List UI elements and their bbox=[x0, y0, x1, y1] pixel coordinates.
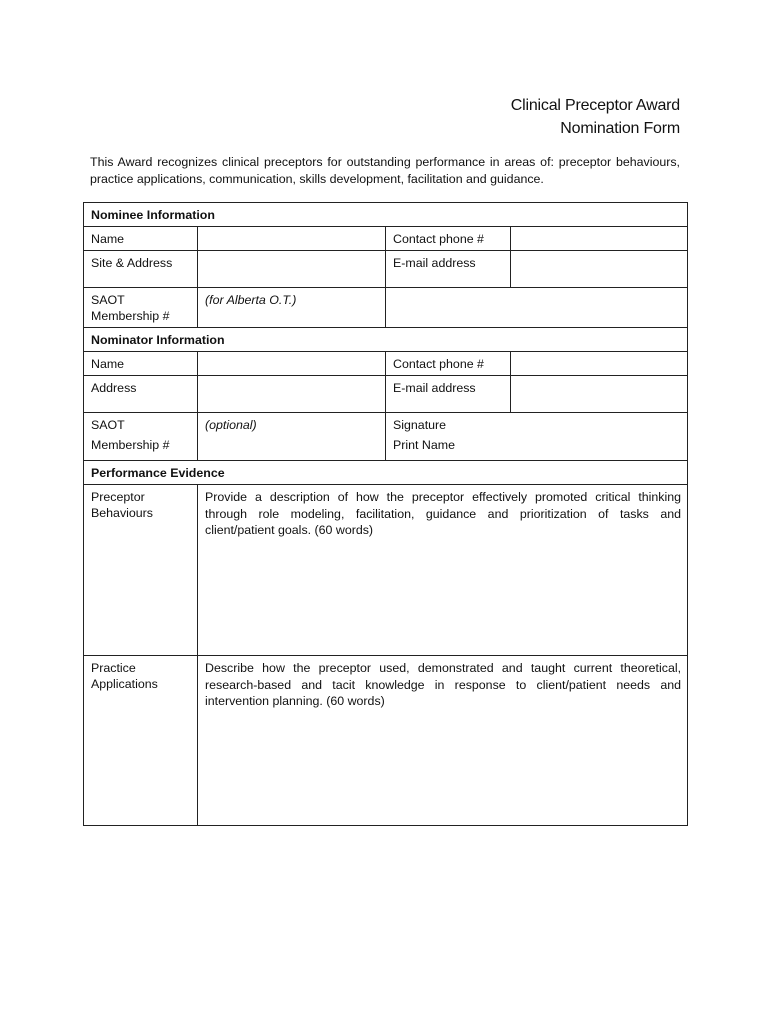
nominator-saot-label-line1: SAOT bbox=[91, 418, 125, 432]
evidence-section-heading: Performance Evidence bbox=[84, 461, 688, 485]
nominator-section-heading: Nominator Information bbox=[84, 328, 688, 352]
nominator-phone-field[interactable] bbox=[511, 352, 688, 376]
nominator-email-field[interactable] bbox=[511, 376, 688, 413]
nominator-address-label: Address bbox=[84, 376, 198, 413]
applications-response-area[interactable] bbox=[198, 656, 688, 826]
nominee-phone-field[interactable] bbox=[511, 227, 688, 251]
nominee-name-field[interactable] bbox=[198, 227, 386, 251]
nominee-saot-blank bbox=[386, 288, 688, 328]
print-name-label: Print Name bbox=[393, 438, 455, 452]
nominator-name-label: Name bbox=[84, 352, 198, 376]
applications-label-line2: Applications bbox=[91, 677, 158, 691]
title-line-2: Nomination Form bbox=[560, 120, 680, 137]
nominee-email-label: E-mail address bbox=[386, 251, 511, 288]
form-title bbox=[511, 94, 680, 140]
applications-label bbox=[84, 656, 198, 826]
nomination-table bbox=[83, 202, 688, 826]
behaviours-label-line2: Behaviours bbox=[91, 506, 153, 520]
nominator-name-field[interactable] bbox=[198, 352, 386, 376]
nominee-phone-label: Contact phone # bbox=[386, 227, 511, 251]
nominee-name-label: Name bbox=[84, 227, 198, 251]
nominator-address-field[interactable] bbox=[198, 376, 386, 413]
applications-label-line1: Practice bbox=[91, 661, 136, 675]
intro-paragraph: This Award recognizes clinical preceptors for outstanding performance in areas of: preceptor behaviours, practice applications, communication, skills development, facilitation and guidance. bbox=[90, 155, 680, 186]
nominee-saot-note: (for Alberta O.T.) bbox=[205, 293, 297, 307]
nominee-saot-label bbox=[84, 288, 198, 328]
nominee-saot-label-line1: SAOT bbox=[91, 293, 125, 307]
nominator-saot-field[interactable] bbox=[198, 413, 386, 461]
behaviours-prompt: Provide a description of how the preceptor effectively promoted critical thinking through role modeling, facilitation, guidance and prioritization of tasks and client/patient goals. (60 words) bbox=[205, 490, 682, 537]
nominator-email-label: E-mail address bbox=[386, 376, 511, 413]
nominee-saot-label-line2: Membership # bbox=[91, 309, 170, 323]
nominator-signature-field[interactable] bbox=[386, 413, 688, 461]
behaviours-label bbox=[84, 485, 198, 656]
nominator-phone-label: Contact phone # bbox=[386, 352, 511, 376]
nominee-section-heading: Nominee Information bbox=[84, 203, 688, 227]
behaviours-label-line1: Preceptor bbox=[91, 490, 145, 504]
applications-prompt: Describe how the preceptor used, demonstrated and taught current theoretical, research-based and tacit knowledge in response to client/patient needs and intervention planning. (60 words) bbox=[205, 661, 682, 708]
nominee-site-address-label: Site & Address bbox=[84, 251, 198, 288]
nominee-saot-field[interactable] bbox=[198, 288, 386, 328]
nominator-saot-label-line2: Membership # bbox=[91, 438, 170, 452]
behaviours-response-area[interactable] bbox=[198, 485, 688, 656]
title-line-1: Clinical Preceptor Award bbox=[510, 97, 680, 114]
nominator-saot-label bbox=[84, 413, 198, 461]
nominator-saot-note: (optional) bbox=[205, 418, 257, 432]
signature-label: Signature bbox=[393, 418, 447, 432]
nominee-email-field[interactable] bbox=[511, 251, 688, 288]
nominee-site-address-field[interactable] bbox=[198, 251, 386, 288]
